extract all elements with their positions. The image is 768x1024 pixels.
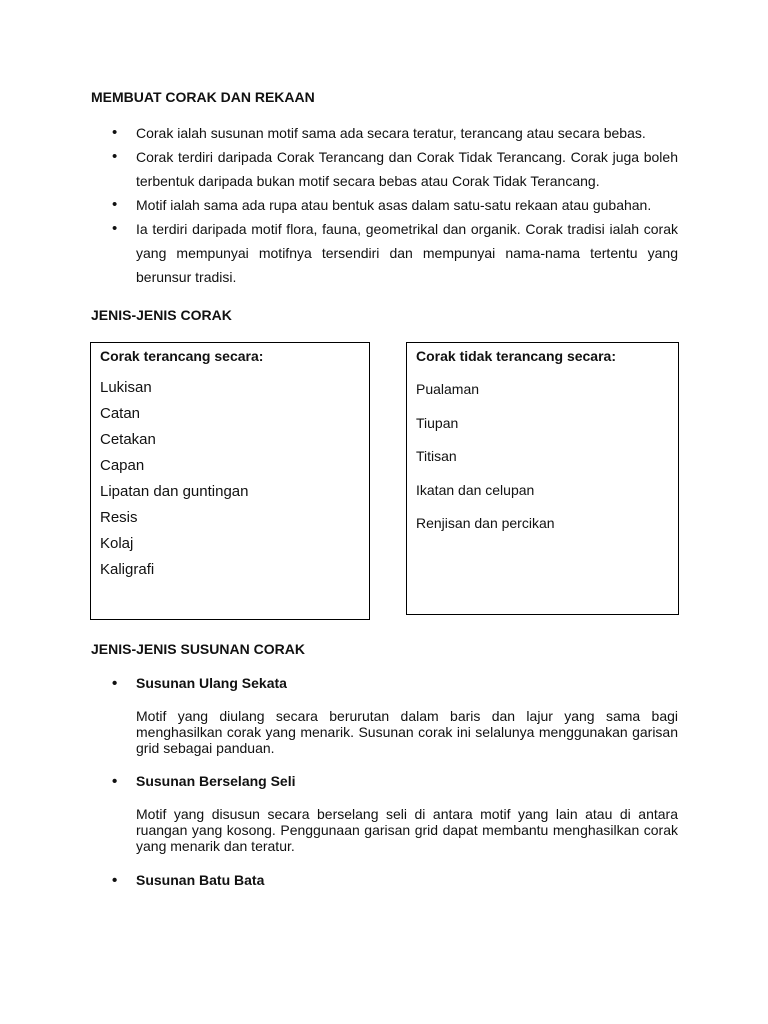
list-item: Titisan bbox=[416, 448, 457, 464]
section-title-membuat-corak: MEMBUAT CORAK DAN REKAAN bbox=[91, 89, 315, 105]
arrangement-description: Motif yang diulang secara berurutan dalam baris dan lajur yang sama bagi menghasilkan corak yang menarik. Susunan corak ini selalunya menggunakan garisan grid sebagai panduan. bbox=[136, 708, 678, 756]
unplanned-pattern-list bbox=[416, 373, 669, 541]
arrangement-description: Motif yang disusun secara berselang seli di antara motif yang lain atau di antara ruangan yang kosong. Penggunaan garisan grid dapat membantu menghasilkan corak yang menarik dan teratur. bbox=[136, 806, 678, 854]
list-item: Renjisan dan percikan bbox=[416, 515, 555, 531]
unplanned-pattern-box bbox=[406, 342, 679, 615]
list-item: Tiupan bbox=[416, 414, 459, 431]
list-item: Cetakan bbox=[100, 431, 156, 448]
planned-pattern-title: Corak terancang secara: bbox=[100, 348, 264, 364]
list-item: Resis bbox=[100, 509, 138, 526]
list-item: Pualaman bbox=[416, 381, 480, 397]
list-item: • Corak ialah susunan motif sama ada secara teratur, terancang atau secara bebas. bbox=[112, 121, 678, 145]
list-item: Capan bbox=[100, 457, 145, 474]
arrangement-title: • Susunan Ulang Sekata bbox=[112, 675, 678, 691]
arrangement-title: • Susunan Batu Bata bbox=[112, 872, 678, 888]
arrangement-item-berselang-seli bbox=[112, 773, 678, 854]
planned-pattern-box bbox=[90, 342, 370, 620]
list-item: Lukisan bbox=[100, 379, 152, 396]
intro-bullet-list bbox=[112, 121, 678, 289]
arrangement-title: • Susunan Berselang Seli bbox=[112, 773, 678, 789]
list-item: • Motif ialah sama ada rupa atau bentuk asas dalam satu-satu rekaan atau gubahan. bbox=[112, 193, 678, 217]
arrangement-item-batu-bata bbox=[112, 872, 678, 905]
list-item: Lipatan dan guntingan bbox=[100, 483, 249, 500]
list-item: • Ia terdiri daripada motif flora, fauna, geometrikal dan organik. Corak tradisi ialah corak yang mempunyai motifnya tersendiri dan mempunyai nama-nama tertentu yang berunsur tradisi. bbox=[112, 217, 678, 289]
planned-pattern-list bbox=[100, 375, 360, 583]
arrangement-item-ulang-sekata bbox=[112, 675, 678, 756]
unplanned-pattern-title: Corak tidak terancang secara: bbox=[416, 348, 616, 364]
section-title-jenis-corak: JENIS-JENIS CORAK bbox=[91, 307, 232, 323]
list-item: Kaligrafi bbox=[100, 561, 155, 578]
section-title-susunan-corak: JENIS-JENIS SUSUNAN CORAK bbox=[91, 641, 305, 657]
list-item: Kolaj bbox=[100, 535, 134, 552]
list-item: Catan bbox=[100, 405, 141, 422]
list-item: Ikatan dan celupan bbox=[416, 481, 535, 498]
list-item: • Corak terdiri daripada Corak Terancang dan Corak Tidak Terancang. Corak juga boleh terbentuk daripada bukan motif secara bebas atau Corak Tidak Terancang. bbox=[112, 145, 678, 193]
